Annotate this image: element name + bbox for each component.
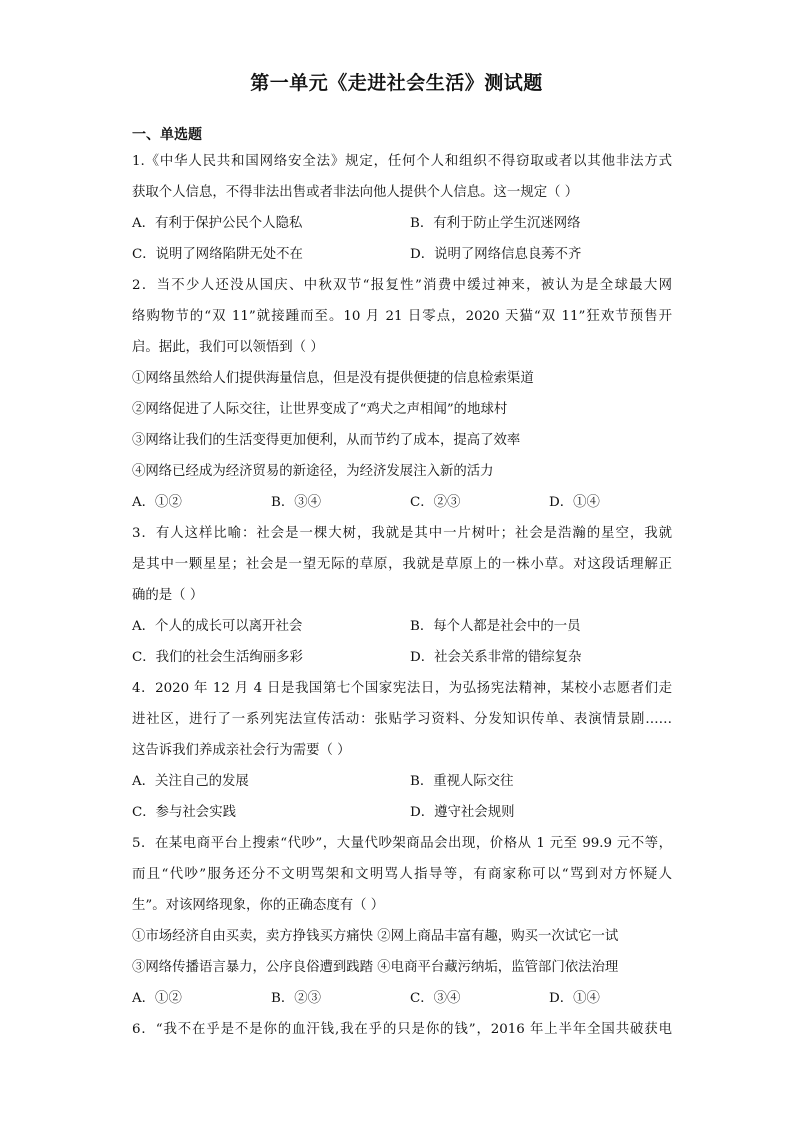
question-line: 4．2020 年 12 月 4 日是我国第七个国家宪法日，为弘扬宪法精神，某校小志愿者们走	[132, 681, 672, 696]
option-c: C．说明了网络陷阱无处不在	[132, 247, 303, 262]
statement-item: ③网络传播语言暴力，公序良俗遭到践踏 ④电商平台藏污纳垢，监管部门依法治理	[132, 960, 619, 975]
option-row	[132, 797, 672, 828]
question-5	[132, 828, 672, 1014]
option-b: B．有利于防止学生沉迷网络	[410, 216, 581, 231]
statement-item: ①市场经济自由买卖，卖方挣钱买方痛快 ②网上商品丰富有趣，购买一次试它一试	[132, 929, 619, 944]
question-4	[132, 673, 672, 828]
statement-item: ①网络虽然给人们提供海量信息，但是没有提供便捷的信息检索渠道	[132, 371, 534, 386]
question-line: 进社区，进行了一系列宪法宣传活动：张贴学习资料、分发知识传单、表演情景剧……	[132, 712, 672, 727]
question-line: 络购物节的“双 11”就接踵而至。10 月 21 日零点，2020 天猫“双 11”狂欢节预售开	[132, 309, 672, 324]
question-2	[132, 270, 672, 518]
statement-item: ③网络让我们的生活变得更加便利，从而节约了成本，提高了效率	[132, 433, 521, 448]
option-row	[132, 642, 672, 673]
question-list	[132, 146, 672, 1045]
option-c: C．③④	[410, 991, 461, 1006]
question-line: 5．在某电商平台上搜索“代吵”，大量代吵架商品会出现，价格从 1 元至 99.9 元不等，	[132, 836, 672, 851]
option-row	[132, 487, 672, 518]
question-line: 确的是（ ）	[132, 588, 204, 603]
option-a: A．个人的成长可以离开社会	[132, 619, 303, 634]
question-3	[132, 518, 672, 673]
option-row	[132, 766, 672, 797]
statement-item: ②网络促进了人际交往，让世界变成了“鸡犬之声相闻”的地球村	[132, 402, 508, 417]
option-a: A．①②	[132, 495, 182, 510]
question-line: 获取个人信息，不得非法出售或者非法向他人提供个人信息。这一规定（ ）	[132, 185, 579, 200]
question-line: 1.《中华人民共和国网络安全法》规定，任何个人和组织不得窃取或者以其他非法方式	[132, 154, 672, 169]
question-line: 3．有人这样比喻：社会是一棵大树，我就是其中一片树叶；社会是浩瀚的星空，我就	[132, 526, 672, 541]
option-row	[132, 983, 672, 1014]
option-b: B．每个人都是社会中的一员	[410, 619, 581, 634]
option-c: C．参与社会实践	[132, 805, 236, 820]
option-d: D．①④	[549, 495, 600, 510]
option-d: D．社会关系非常的错综复杂	[410, 650, 582, 665]
option-b: B．②③	[271, 991, 322, 1006]
option-a: A．①②	[132, 991, 182, 1006]
question-line: 启。据此，我们可以领悟到（ ）	[132, 340, 324, 355]
option-row	[132, 239, 672, 270]
option-d: D．说明了网络信息良莠不齐	[410, 247, 582, 262]
option-row	[132, 611, 672, 642]
option-b: B．重视人际交往	[410, 774, 514, 789]
question-line: 是其中一颗星星；社会是一望无际的草原，我就是草原上的一株小草。对这段话理解正	[132, 557, 672, 572]
option-a: A．关注自己的发展	[132, 774, 249, 789]
question-line: 这告诉我们养成亲社会行为需要（ ）	[132, 743, 351, 758]
question-6	[132, 1014, 672, 1045]
question-line: 6．“我不在乎是不是你的血汗钱,我在乎的只是你的钱”，2016 年上半年全国共破获电	[132, 1022, 672, 1037]
question-line: 而且“代吵”服务还分不文明骂架和文明骂人指导等，有商家称可以“骂到对方怀疑人	[132, 867, 672, 882]
question-line: 2．当不少人还没从国庆、中秋双节“报复性”消费中缓过神来，被认为是全球最大网	[132, 278, 672, 293]
option-c: C．②③	[410, 495, 461, 510]
option-row	[132, 208, 672, 239]
question-line: 生”。对该网络现象，你的正确态度有（ ）	[132, 898, 385, 913]
option-b: B．③④	[271, 495, 322, 510]
question-1	[132, 146, 672, 270]
option-d: D．①④	[549, 991, 600, 1006]
statement-item: ④网络已经成为经济贸易的新途径，为经济发展注入新的活力	[132, 464, 494, 479]
option-c: C．我们的社会生活绚丽多彩	[132, 650, 303, 665]
section-heading: 一、单选题	[132, 127, 202, 143]
option-d: D．遵守社会规则	[410, 805, 515, 820]
page-title: 第一单元《走进社会生活》测试题	[250, 72, 543, 94]
option-a: A．有利于保护公民个人隐私	[132, 216, 303, 231]
